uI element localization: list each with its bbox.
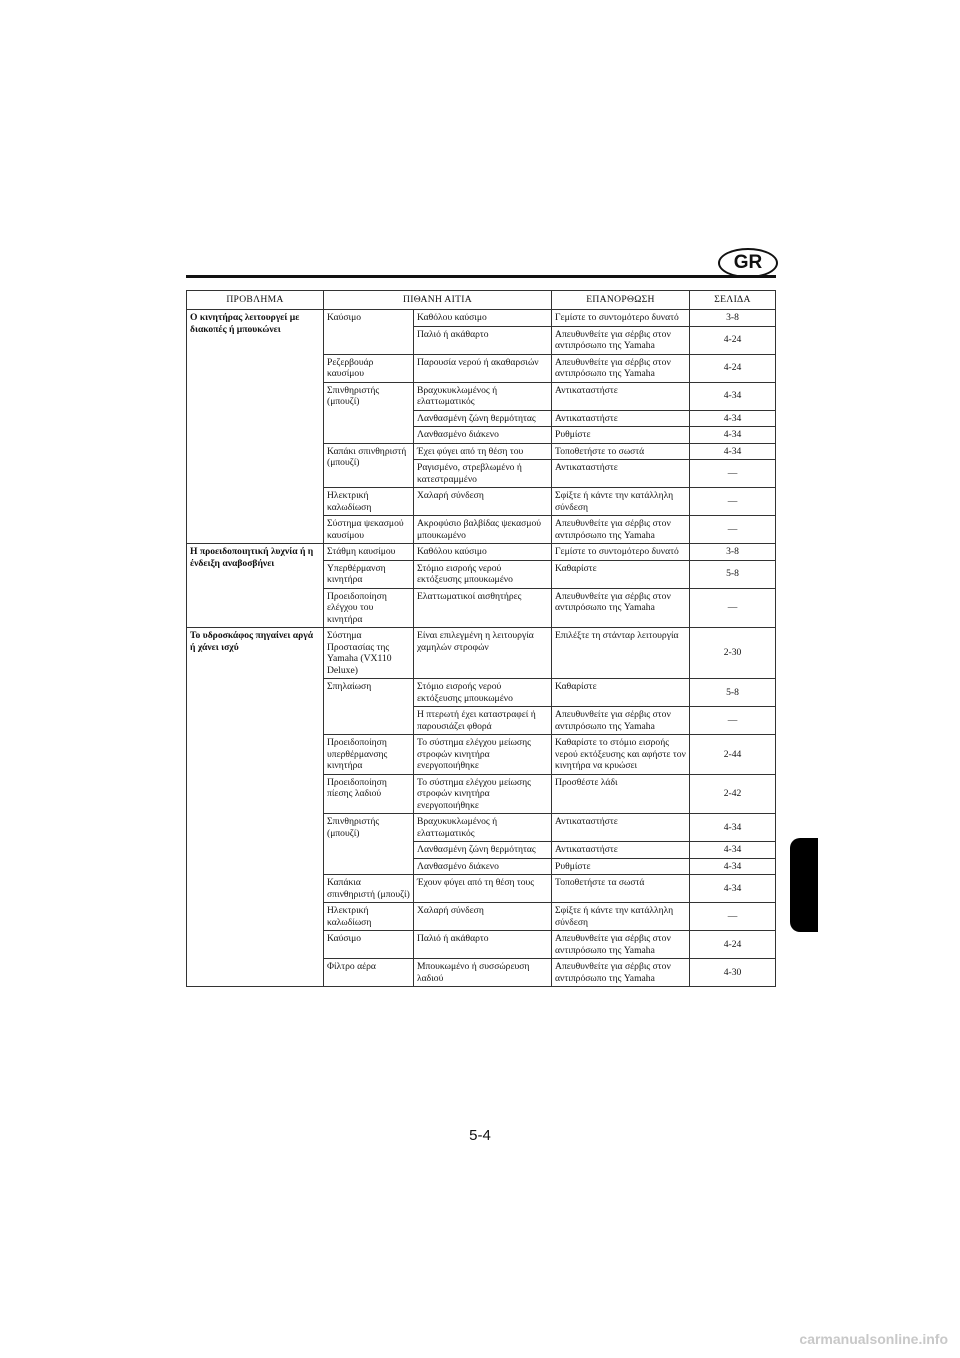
cause-cell: Καύσιμο	[324, 931, 414, 959]
detail-cell: Ακροφύσιο βαλβίδας ψεκασμού μπουκωμένο	[414, 516, 552, 544]
header-fix: ΕΠΑΝΟΡΘΩΣΗ	[552, 291, 690, 310]
detail-cell: Παρουσία νερού ή ακαθαρσιών	[414, 354, 552, 382]
page-cell: 4-34	[690, 814, 776, 842]
cause-cell: Φίλτρο αέρα	[324, 959, 414, 987]
fix-cell: Ρυθμίστε	[552, 427, 690, 444]
table-row	[187, 628, 776, 679]
cause-cell: Ηλεκτρική καλωδίωση	[324, 488, 414, 516]
fix-cell: Αντικαταστήστε	[552, 814, 690, 842]
detail-cell: Παλιό ή ακάθαρτο	[414, 326, 552, 354]
fix-cell: Ρυθμίστε	[552, 858, 690, 875]
detail-cell: Η πτερωτή έχει καταστραφεί ή παρουσιάζει φθορά	[414, 707, 552, 735]
problem-cell: Ο κινητήρας λειτουργεί με διακοπές ή μπουκώνει	[187, 310, 324, 544]
detail-cell: Στόμιο εισροής νερού εκτόξευσης μπουκωμένο	[414, 560, 552, 588]
fix-cell: Γεμίστε το συντομότερο δυνατό	[552, 310, 690, 327]
fix-cell: Καθαρίστε	[552, 560, 690, 588]
fix-cell: Καθαρίστε	[552, 679, 690, 707]
fix-cell: Απευθυνθείτε για σέρβις στον αντιπρόσωπο της Yamaha	[552, 326, 690, 354]
page-cell: —	[690, 460, 776, 488]
fix-cell: Αντικαταστήστε	[552, 410, 690, 427]
fix-cell: Απευθυνθείτε για σέρβις στον αντιπρόσωπο της Yamaha	[552, 516, 690, 544]
cause-cell: Σύστημα Προστασίας της Yamaha (VX110 Deluxe)	[324, 628, 414, 679]
fix-cell: Απευθυνθείτε για σέρβις στον αντιπρόσωπο της Yamaha	[552, 931, 690, 959]
detail-cell: Ελαττωματικοί αισθητήρες	[414, 588, 552, 628]
cause-cell: Καπάκια σπινθηριστή (μπουζί)	[324, 875, 414, 903]
fix-cell: Απευθυνθείτε για σέρβις στον αντιπρόσωπο της Yamaha	[552, 588, 690, 628]
fix-cell: Απευθυνθείτε για σέρβις στον αντιπρόσωπο της Yamaha	[552, 354, 690, 382]
page-cell: 4-34	[690, 382, 776, 410]
page-number: 5-4	[469, 1127, 491, 1144]
fix-cell: Καθαρίστε το στόμιο εισροής νερού εκτόξευσης και αφήστε τον κινητήρα να κρυώσει	[552, 735, 690, 775]
detail-cell: Βραχυκυκλωμένος ή ελαττωματικός	[414, 814, 552, 842]
table-body	[187, 310, 776, 987]
page-cell: 4-24	[690, 326, 776, 354]
page-cell: —	[690, 588, 776, 628]
table-row	[187, 310, 776, 327]
fix-cell: Σφίξτε ή κάντε την κατάλληλη σύνδεση	[552, 903, 690, 931]
fix-cell: Τοποθετήστε το σωστά	[552, 443, 690, 460]
page-cell: 2-44	[690, 735, 776, 775]
cause-cell: Καπάκι σπινθηριστή (μπουζί)	[324, 443, 414, 488]
cause-cell: Σπινθηριστής (μπουζί)	[324, 382, 414, 443]
cause-cell: Ηλεκτρική καλωδίωση	[324, 903, 414, 931]
detail-cell: Το σύστημα ελέγχου μείωσης στροφών κινητήρα ενεργοποιήθηκε	[414, 735, 552, 775]
cause-cell: Προειδοποίηση υπερθέρμανσης κινητήρα	[324, 735, 414, 775]
detail-cell: Λανθασμένο διάκενο	[414, 427, 552, 444]
chapter-tab	[790, 838, 818, 932]
detail-cell: Χαλαρή σύνδεση	[414, 903, 552, 931]
page-cell: —	[690, 903, 776, 931]
fix-cell: Προσθέστε λάδι	[552, 774, 690, 814]
table-header-row	[187, 291, 776, 310]
cause-cell: Στάθμη καυσίμου	[324, 544, 414, 561]
fix-cell: Απευθυνθείτε για σέρβις στον αντιπρόσωπο της Yamaha	[552, 959, 690, 987]
detail-cell: Παλιό ή ακάθαρτο	[414, 931, 552, 959]
cause-cell: Σπηλαίωση	[324, 679, 414, 735]
page-cell: 4-34	[690, 427, 776, 444]
page-cell: 4-34	[690, 875, 776, 903]
detail-cell: Χαλαρή σύνδεση	[414, 488, 552, 516]
problem-cell: Το υδροσκάφος πηγαίνει αργά ή χάνει ισχύ	[187, 628, 324, 987]
language-badge: GR	[718, 248, 778, 278]
detail-cell: Το σύστημα ελέγχου μείωσης στροφών κινητήρα ενεργοποιήθηκε	[414, 774, 552, 814]
cause-cell: Σύστημα ψεκασμού καυσίμου	[324, 516, 414, 544]
cause-cell: Προειδοποίηση πίεσης λαδιού	[324, 774, 414, 814]
fix-cell: Αντικαταστήστε	[552, 460, 690, 488]
watermark: carmanualsonline.info	[799, 1331, 948, 1347]
fix-cell: Τοποθετήστε τα σωστά	[552, 875, 690, 903]
header-cause: ΠΙΘΑΝΗ ΑΙΤΙΑ	[324, 291, 552, 310]
detail-cell: Είναι επιλεγμένη η λειτουργία χαμηλών στροφών	[414, 628, 552, 679]
cause-cell: Προειδοποίηση ελέγχου του κινητήρα	[324, 588, 414, 628]
troubleshooting-table	[186, 290, 776, 987]
page-cell: 5-8	[690, 679, 776, 707]
detail-cell: Καθόλου καύσιμο	[414, 310, 552, 327]
page-cell: 4-34	[690, 443, 776, 460]
page-cell: 5-8	[690, 560, 776, 588]
detail-cell: Στόμιο εισροής νερού εκτόξευσης μπουκωμένο	[414, 679, 552, 707]
page-cell: 3-8	[690, 544, 776, 561]
cause-cell: Σπινθηριστής (μπουζί)	[324, 814, 414, 875]
detail-cell: Ραγισμένο, στρεβλωμένο ή κατεστραμμένο	[414, 460, 552, 488]
fix-cell: Επιλέξτε τη στάνταρ λειτουργία	[552, 628, 690, 679]
cause-cell: Καύσιμο	[324, 310, 414, 355]
fix-cell: Αντικαταστήστε	[552, 382, 690, 410]
detail-cell: Λανθασμένο διάκενο	[414, 858, 552, 875]
page-cell: 4-34	[690, 842, 776, 859]
detail-cell: Καθόλου καύσιμο	[414, 544, 552, 561]
page-cell: 2-42	[690, 774, 776, 814]
page-cell: 4-34	[690, 858, 776, 875]
header-problem: ΠΡΟΒΛΗΜΑ	[187, 291, 324, 310]
page-cell: —	[690, 488, 776, 516]
cause-cell: Ρεζερβουάρ καυσίμου	[324, 354, 414, 382]
fix-cell: Αντικαταστήστε	[552, 842, 690, 859]
detail-cell: Βραχυκυκλωμένος ή ελαττωματικός	[414, 382, 552, 410]
detail-cell: Λανθασμένη ζώνη θερμότητας	[414, 410, 552, 427]
fix-cell: Σφίξτε ή κάντε την κατάλληλη σύνδεση	[552, 488, 690, 516]
page-cell: 4-34	[690, 410, 776, 427]
detail-cell: Έχει φύγει από τη θέση του	[414, 443, 552, 460]
detail-cell: Έχουν φύγει από τη θέση τους	[414, 875, 552, 903]
page-cell: —	[690, 516, 776, 544]
page-cell: 4-24	[690, 931, 776, 959]
page-cell: 2-30	[690, 628, 776, 679]
page-cell: 4-24	[690, 354, 776, 382]
detail-cell: Λανθασμένη ζώνη θερμότητας	[414, 842, 552, 859]
table-row	[187, 544, 776, 561]
detail-cell: Μπουκωμένο ή συσσώρευση λαδιού	[414, 959, 552, 987]
fix-cell: Απευθυνθείτε για σέρβις στον αντιπρόσωπο της Yamaha	[552, 707, 690, 735]
page-cell: 3-8	[690, 310, 776, 327]
page-cell: —	[690, 707, 776, 735]
cause-cell: Υπερθέρμανση κινητήρα	[324, 560, 414, 588]
problem-cell: Η προειδοποιητική λυχνία ή η ένδειξη αναβοσβήνει	[187, 544, 324, 628]
fix-cell: Γεμίστε το συντομότερο δυνατό	[552, 544, 690, 561]
page-cell: 4-30	[690, 959, 776, 987]
header-page: ΣΕΛΙΔΑ	[690, 291, 776, 310]
header-rule	[186, 275, 776, 278]
